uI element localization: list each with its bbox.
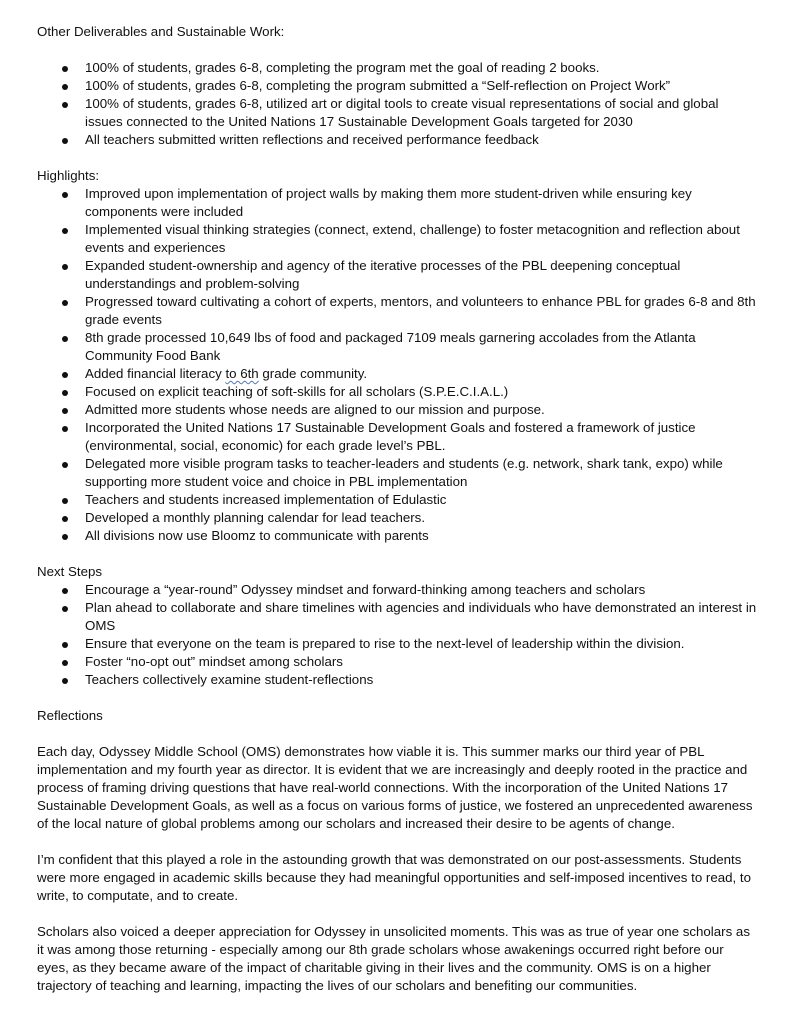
list-item-text: Incorporated the United Nations 17 Sustainable Development Goals and fostered a framework of justice (environmental, social, economic) for each grade level’s PBL. bbox=[85, 420, 696, 453]
reflection-paragraph: Each day, Odyssey Middle School (OMS) demonstrates how viable it is. This summer marks our third year of PBL implementation and my fourth year as director. It is evident that we are increasingly and deeply rooted in the practice and process of framing driving questions that have real-world connections. With the incorporation of the United Nations 17 Sustainable Development Goals, as well as a focus on various forms of justice, we fostered an unprecedented awareness of the local nature of global problems among our scholars and increased their desire to be agents of change. bbox=[37, 744, 753, 831]
bullet-icon bbox=[62, 192, 68, 198]
list-item bbox=[37, 653, 759, 671]
list-item-text: Teachers and students increased implementation of Edulastic bbox=[85, 492, 447, 507]
list-item-text: Delegated more visible program tasks to teacher-leaders and students (e.g. network, shark tank, expo) while supporting more student voice and choice in PBL implementation bbox=[85, 456, 723, 489]
bullet-icon bbox=[62, 408, 68, 414]
list-item-text: 8th grade processed 10,649 lbs of food and packaged 7109 meals garnering accolades from the Atlanta Community Food Bank bbox=[85, 330, 696, 363]
deliverables-list bbox=[37, 59, 759, 149]
list-item bbox=[37, 401, 759, 419]
list-item bbox=[37, 257, 759, 293]
reflection-paragraph: I’m confident that this played a role in the astounding growth that was demonstrated on our post-assessments. Students were more engaged in academic skills because they had meaningful opportunities and self-imposed incentives to read, to write, to computate, and to create. bbox=[37, 852, 752, 903]
highlights-heading: Highlights: bbox=[37, 168, 100, 183]
reflections-heading: Reflections bbox=[37, 708, 103, 723]
list-item bbox=[37, 365, 759, 383]
list-item-text: Encourage a “year-round” Odyssey mindset and forward-thinking among teachers and scholars bbox=[85, 582, 646, 597]
bullet-icon bbox=[62, 228, 68, 234]
next-steps-heading: Next Steps bbox=[37, 564, 103, 579]
bullet-icon bbox=[62, 498, 68, 504]
reflection-paragraph: Scholars also voiced a deeper appreciation for Odyssey in unsolicited moments. This was as true of year one scholars as it was among those returning - especially among our 8th grade scholars whose awakenings occurred right before our eyes, as they became aware of the impact of charitable giving in their lives and the community. OMS is on a higher trajectory of teaching and learning, impacting the lives of our scholars and benefiting our communities. bbox=[37, 924, 750, 993]
bullet-icon bbox=[62, 678, 68, 684]
bullet-icon bbox=[62, 660, 68, 666]
list-item bbox=[37, 329, 759, 365]
list-item-text: Improved upon implementation of project walls by making them more student-driven while ensuring key components were included bbox=[85, 186, 692, 219]
list-item bbox=[37, 455, 759, 491]
list-item bbox=[37, 221, 759, 257]
bullet-icon bbox=[62, 336, 68, 342]
list-item bbox=[37, 419, 759, 455]
list-item-text: Ensure that everyone on the team is prepared to rise to the next-level of leadership within the division. bbox=[85, 636, 685, 651]
bullet-icon bbox=[62, 264, 68, 270]
list-item-text: Foster “no-opt out” mindset among scholars bbox=[85, 654, 343, 669]
list-item-text: Implemented visual thinking strategies (connect, extend, challenge) to foster metacognition and reflection about events and experiences bbox=[85, 222, 740, 255]
bullet-icon bbox=[62, 606, 68, 612]
list-item bbox=[37, 95, 759, 131]
list-item bbox=[37, 581, 759, 599]
bullet-icon bbox=[62, 138, 68, 144]
next-steps-list bbox=[37, 581, 759, 689]
list-item bbox=[37, 635, 759, 653]
list-item-text: All teachers submitted written reflections and received performance feedback bbox=[85, 132, 539, 147]
list-item bbox=[37, 59, 759, 77]
list-item-text: Plan ahead to collaborate and share timelines with agencies and individuals who have demonstrated an interest in OMS bbox=[85, 600, 757, 633]
bullet-icon bbox=[62, 390, 68, 396]
list-item-text: Admitted more students whose needs are aligned to our mission and purpose. bbox=[85, 402, 545, 417]
bullet-icon bbox=[62, 66, 68, 72]
bullet-icon bbox=[62, 84, 68, 90]
list-item bbox=[37, 527, 759, 545]
list-item-text: Expanded student-ownership and agency of the iterative processes of the PBL deepening conceptual understandings and problem-solving bbox=[85, 258, 681, 291]
list-item-text-end: grade community. bbox=[258, 366, 368, 381]
bullet-icon bbox=[62, 300, 68, 306]
list-item bbox=[37, 509, 759, 527]
list-item bbox=[37, 293, 759, 329]
bullet-icon bbox=[62, 102, 68, 108]
list-item-text: 100% of students, grades 6-8, utilized art or digital tools to create visual representations of social and global issues connected to the United Nations 17 Sustainable Development Goals targeted for 2030 bbox=[85, 96, 719, 129]
list-item-text: Progressed toward cultivating a cohort of experts, mentors, and volunteers to enhance PBL for grades 6-8 and 8th grade events bbox=[85, 294, 756, 327]
list-item bbox=[37, 185, 759, 221]
document-page bbox=[37, 23, 759, 995]
list-item-text-start: Added financial literacy bbox=[85, 366, 226, 381]
spellcheck-flagged-text[interactable]: to 6th bbox=[225, 366, 259, 381]
list-item-text: 100% of students, grades 6-8, completing the program met the goal of reading 2 books. bbox=[85, 60, 600, 75]
list-item bbox=[37, 383, 759, 401]
list-item-text bbox=[85, 366, 367, 381]
list-item bbox=[37, 491, 759, 509]
list-item-text: Teachers collectively examine student-reflections bbox=[85, 672, 374, 687]
bullet-icon bbox=[62, 642, 68, 648]
list-item bbox=[37, 77, 759, 95]
list-item bbox=[37, 671, 759, 689]
bullet-icon bbox=[62, 426, 68, 432]
bullet-icon bbox=[62, 534, 68, 540]
list-item-text: Focused on explicit teaching of soft-skills for all scholars (S.P.E.C.I.A.L.) bbox=[85, 384, 509, 399]
list-item-text: All divisions now use Bloomz to communicate with parents bbox=[85, 528, 429, 543]
list-item bbox=[37, 599, 759, 635]
list-item bbox=[37, 131, 759, 149]
list-item-text: Developed a monthly planning calendar for lead teachers. bbox=[85, 510, 426, 525]
highlights-list bbox=[37, 185, 759, 545]
bullet-icon bbox=[62, 372, 68, 378]
bullet-icon bbox=[62, 588, 68, 594]
bullet-icon bbox=[62, 462, 68, 468]
deliverables-heading: Other Deliverables and Sustainable Work: bbox=[37, 24, 285, 39]
list-item-text: 100% of students, grades 6-8, completing the program submitted a “Self-reflection on Project Work” bbox=[85, 78, 671, 93]
bullet-icon bbox=[62, 516, 68, 522]
